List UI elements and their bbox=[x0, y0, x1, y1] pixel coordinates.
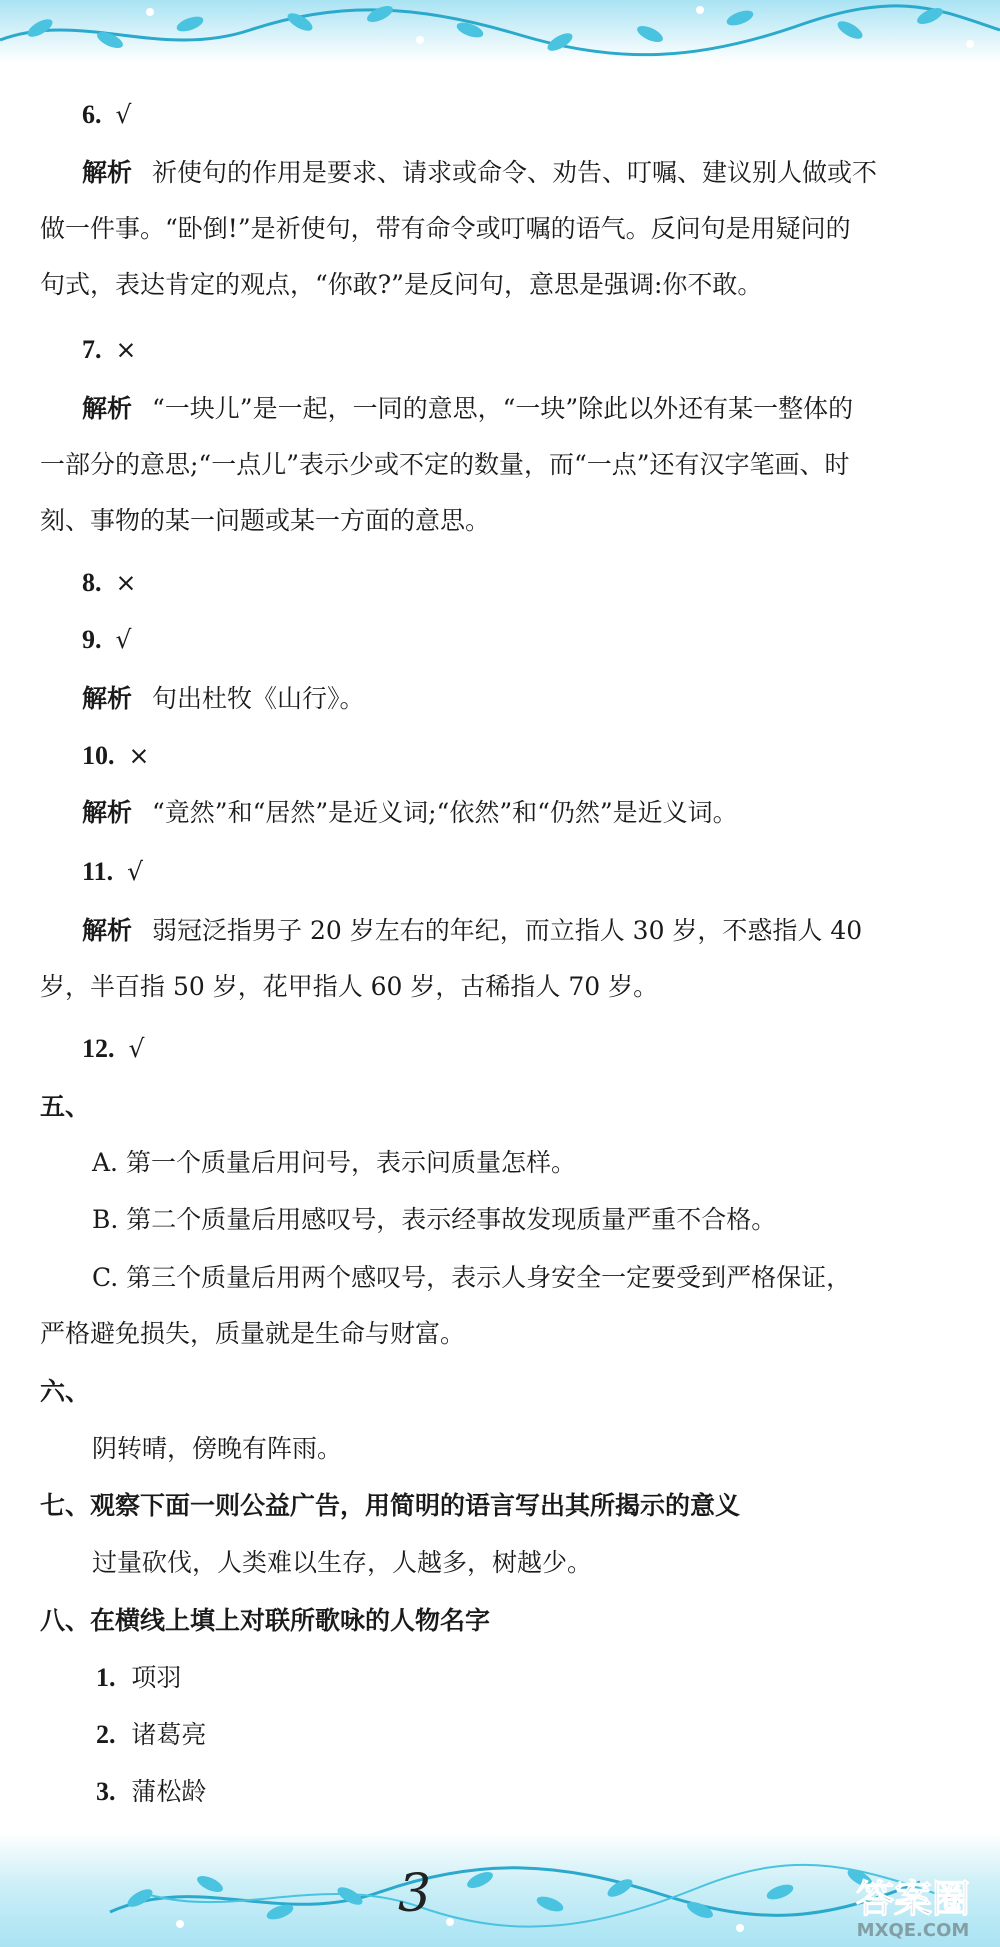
item-7-analysis-line-3: 刻、事物的某一问题或某一方面的意思。 bbox=[40, 506, 491, 535]
item-6-analysis-line-3: 句式，表达肯定的观点，“你敢?”是反问句，意思是强调:你不敢。 bbox=[40, 270, 763, 299]
item-6-answer: 6. √ bbox=[82, 100, 132, 129]
section-5-line-c: C. 第三个质量后用两个感叹号，表示人身安全一定要受到严格保证， bbox=[92, 1263, 852, 1292]
section-8-answer-1: 1. 项羽 bbox=[96, 1663, 182, 1692]
item-12-answer: 12. √ bbox=[82, 1034, 145, 1063]
section-5-line-b: B. 第二个质量后用感叹号，表示经事故发现质量严重不合格。 bbox=[92, 1205, 777, 1234]
item-7-analysis-line-1: 解析 “一块儿”是一起，一同的意思，“一块”除此以外还有某一整体的 bbox=[82, 394, 854, 423]
item-6-analysis-line-1: 解析 祈使句的作用是要求、请求或命令、劝告、叮嘱、建议别人做或不 bbox=[82, 158, 878, 187]
section-7-title: 七、观察下面一则公益广告，用简明的语言写出其所揭示的意义 bbox=[40, 1491, 741, 1520]
item-9-analysis-line-1: 解析 句出杜牧《山行》。 bbox=[82, 684, 365, 713]
item-10-analysis-line-1: 解析 “竟然”和“居然”是近义词;“依然”和“仍然”是近义词。 bbox=[82, 798, 738, 827]
item-7-answer: 7. × bbox=[82, 335, 137, 364]
section-6-title: 六、 bbox=[40, 1377, 91, 1406]
top-decorative-band bbox=[0, 0, 1000, 62]
page-number: 3 bbox=[398, 1864, 432, 1924]
item-7-analysis-line-2: 一部分的意思;“一点儿”表示少或不定的数量，而“一点”还有汉字笔画、时 bbox=[40, 450, 850, 479]
item-8-answer: 8. × bbox=[82, 568, 137, 597]
watermark-logo bbox=[838, 1868, 988, 1942]
item-11-answer: 11. √ bbox=[82, 857, 144, 886]
section-7-answer: 过量砍伐，人类难以生存，人越多，树越少。 bbox=[92, 1548, 593, 1577]
item-10-answer: 10. × bbox=[82, 741, 150, 770]
item-9-answer: 9. √ bbox=[82, 625, 132, 654]
section-8-title: 八、在横线上填上对联所歌咏的人物名字 bbox=[40, 1606, 491, 1635]
section-5-title: 五、 bbox=[40, 1092, 91, 1121]
section-6-answer: 阴转晴，傍晚有阵雨。 bbox=[92, 1434, 343, 1463]
watermark-chinese-text: 答案圈 bbox=[855, 1877, 971, 1921]
section-5-line-c-cont: 严格避免损失，质量就是生命与财富。 bbox=[40, 1319, 466, 1348]
section-5-line-a: A. 第一个质量后用问号，表示问质量怎样。 bbox=[92, 1148, 576, 1177]
section-8-answer-2: 2. 诸葛亮 bbox=[96, 1720, 207, 1749]
watermark-url-text: MXQE.COM bbox=[856, 1920, 970, 1941]
item-11-analysis-line-1: 解析 弱冠泛指男子 20 岁左右的年纪，而立指人 30 岁，不惑指人 40 bbox=[82, 916, 863, 945]
item-6-analysis-line-2: 做一件事。“卧倒!”是祈使句，带有命令或叮嘱的语气。反问句是用疑问的 bbox=[40, 214, 851, 243]
item-11-analysis-line-2: 岁，半百指 50 岁，花甲指人 60 岁，古稀指人 70 岁。 bbox=[40, 972, 659, 1001]
section-8-answer-3: 3. 蒲松龄 bbox=[96, 1777, 207, 1806]
